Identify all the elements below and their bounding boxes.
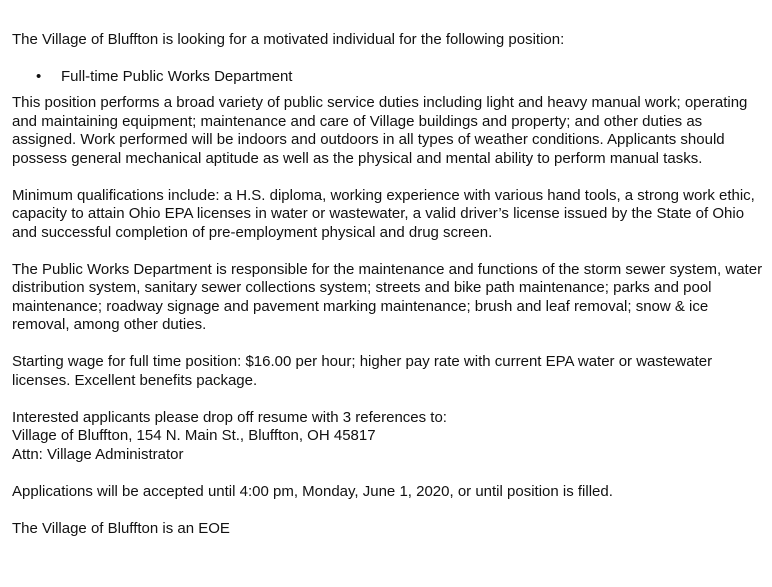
list-item xyxy=(12,68,764,87)
bullet-icon: • xyxy=(36,67,42,85)
apply-block xyxy=(12,409,764,465)
positions-list xyxy=(12,68,764,87)
apply-attention: Attn: Village Administrator xyxy=(12,445,184,463)
department-paragraph: The Public Works Department is responsible for the maintenance and functions of the storm sewer system, water distribution system, sanitary sewer collections system; streets and bike path maintenance; parks and pool maintenance; roadway signage and pavement marking maintenance; brush and leaf removal; snow & ice removal, among other duties. xyxy=(12,260,763,333)
job-posting-document xyxy=(12,31,764,538)
apply-instructions: Interested applicants please drop off resume with 3 references to: xyxy=(12,408,447,426)
wage-paragraph: Starting wage for full time position: $16.00 per hour; higher pay rate with current EPA water or wastewater licenses. Excellent benefits package. xyxy=(12,353,713,389)
qualifications-paragraph: Minimum qualifications include: a H.S. diploma, working experience with various hand tools, a strong work ethic, capacity to attain Ohio EPA licenses in water or wastewater, a valid driver’s license issued by the State of Ohio and successful completion of pre-employment physical and drug screen. xyxy=(12,186,755,241)
intro-text: The Village of Bluffton is looking for a motivated individual for the following position: xyxy=(12,31,565,48)
description-paragraph: This position performs a broad variety of public service duties including light and heavy manual work; operating and maintaining equipment; maintenance and care of Village buildings and property; and other duties as assigned. Work performed will be indoors and outdoors in all types of weather conditions. Applicants should possess general mechanical aptitude as well as the physical and mental ability to perform manual tasks. xyxy=(12,94,748,167)
eoe-statement: The Village of Bluffton is an EOE xyxy=(12,519,230,537)
apply-address: Village of Bluffton, 154 N. Main St., Bluffton, OH 45817 xyxy=(12,427,376,444)
position-title: Full-time Public Works Department xyxy=(61,67,293,85)
deadline-paragraph: Applications will be accepted until 4:00 pm, Monday, June 1, 2020, or until position is filled. xyxy=(12,482,613,500)
